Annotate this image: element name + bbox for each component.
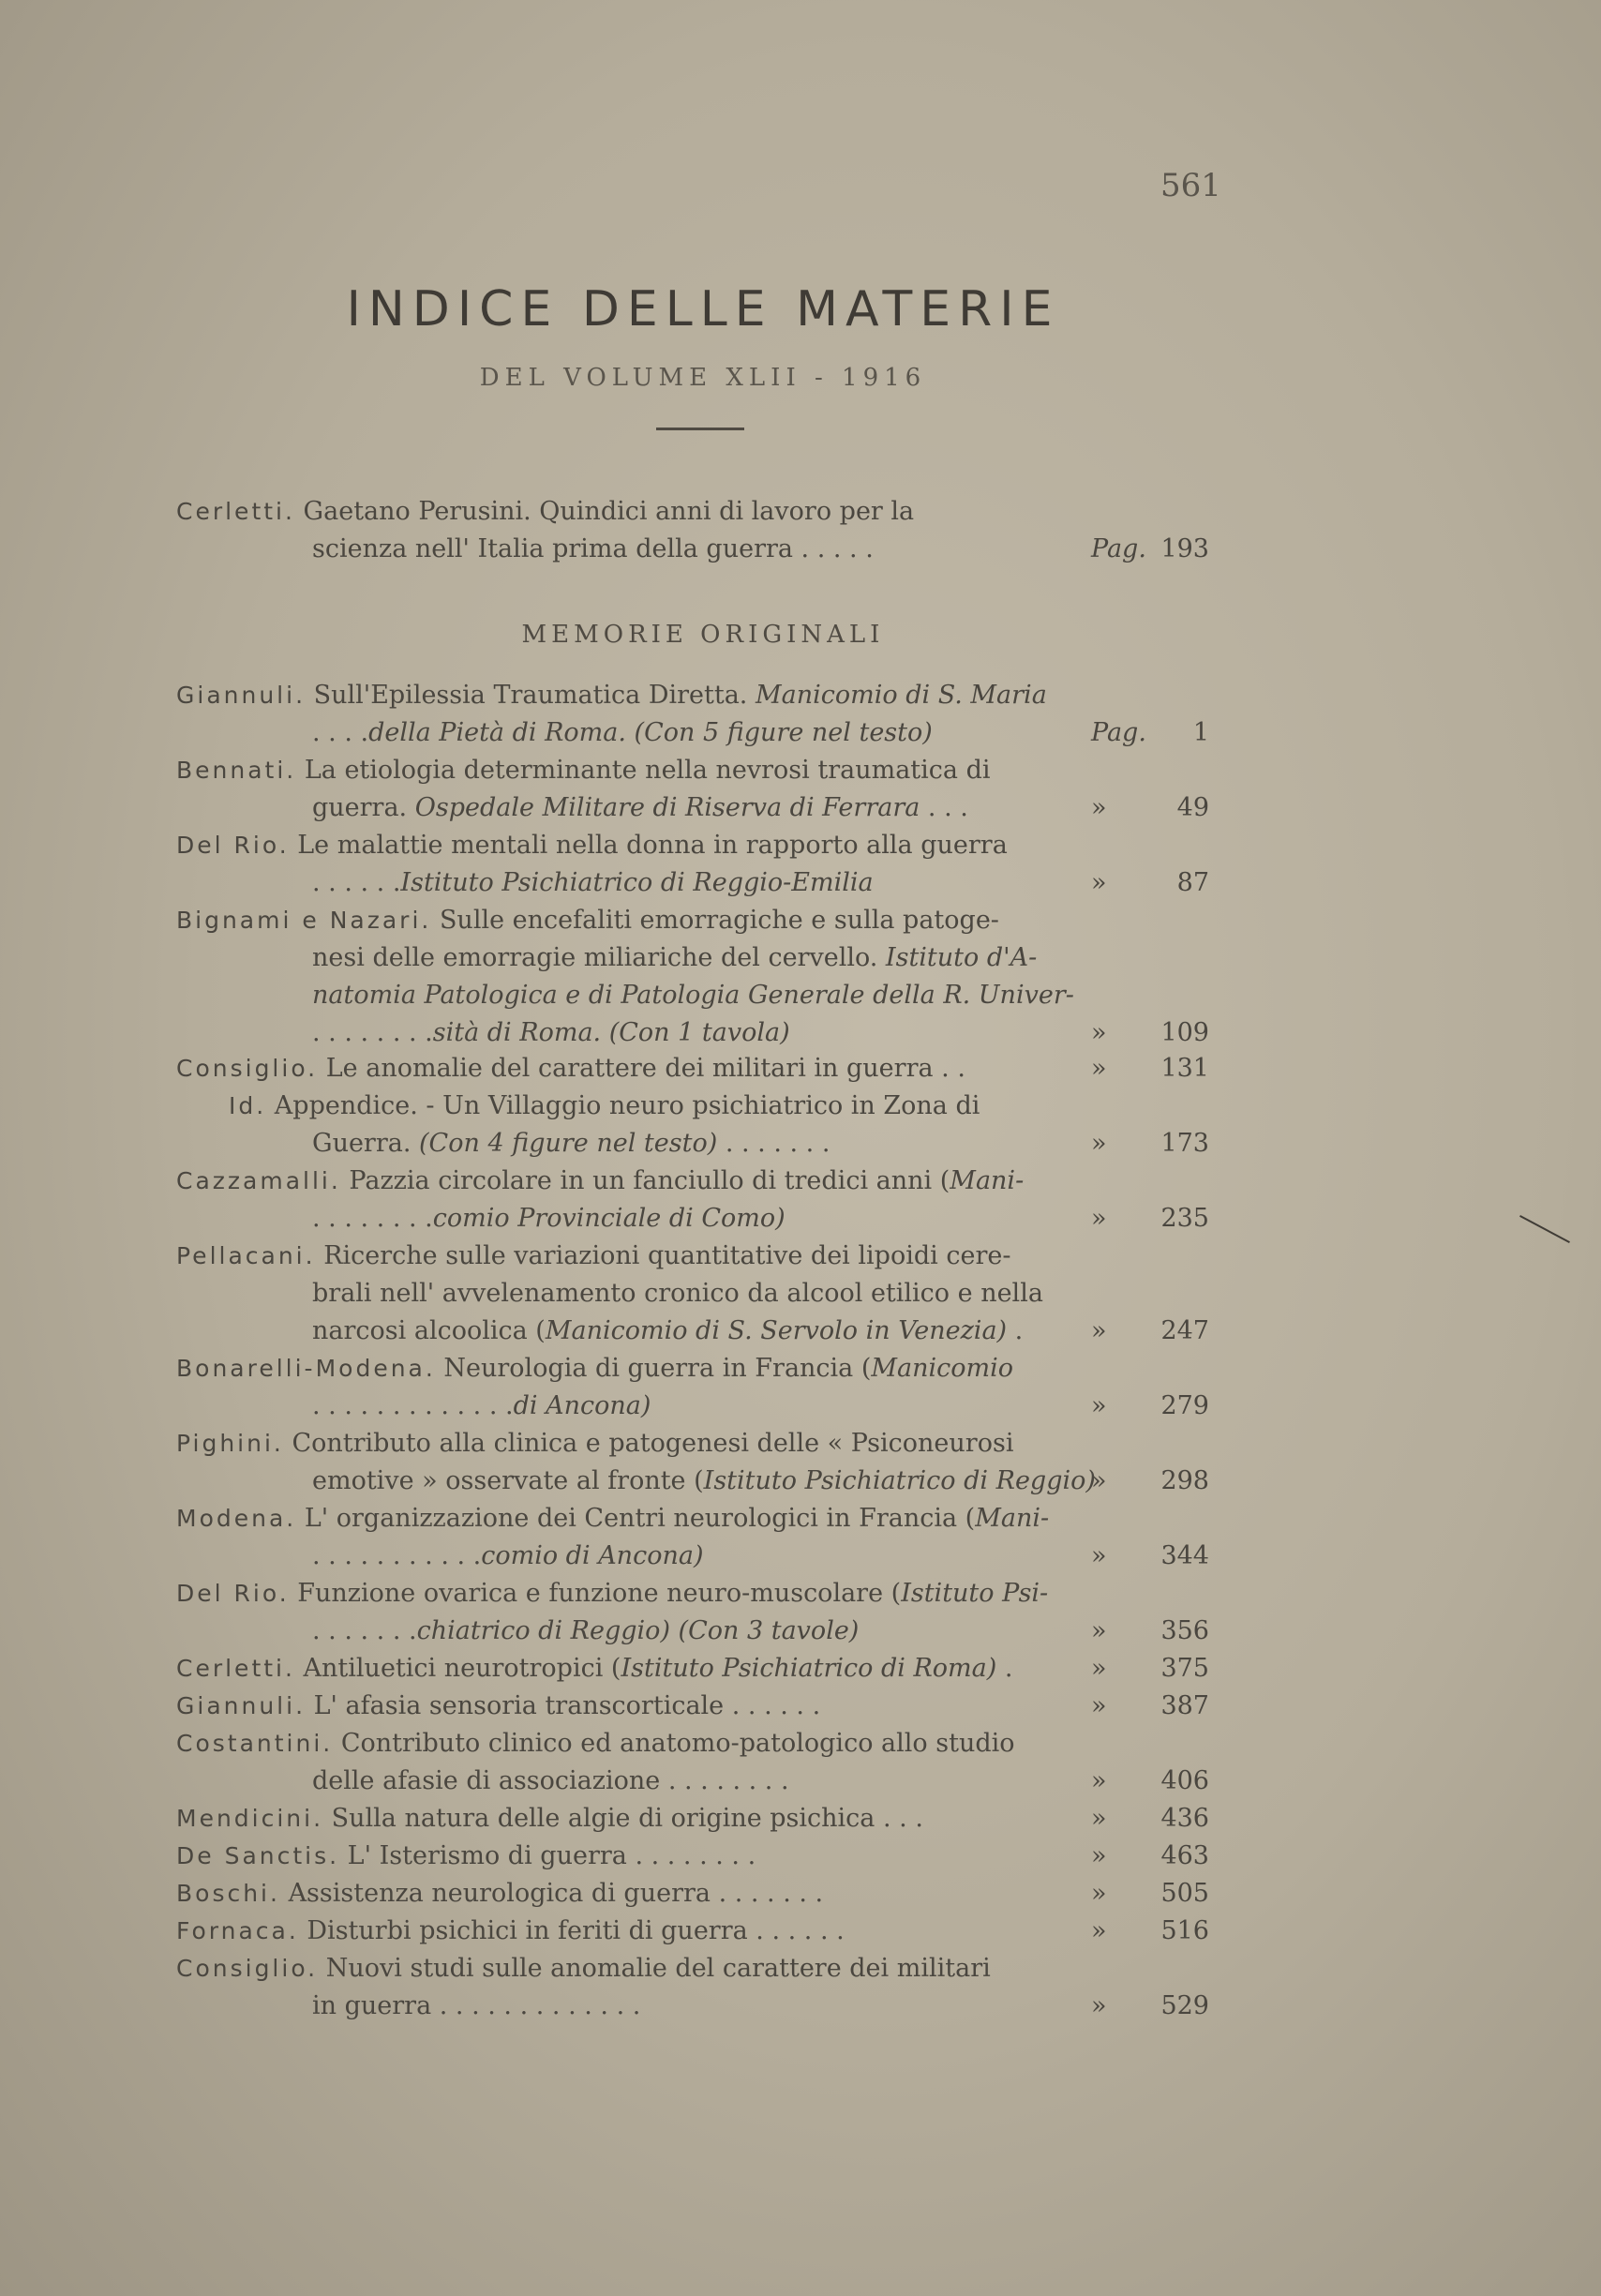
entry-author: Del Rio.: [176, 1580, 290, 1607]
entry: [176, 827, 1209, 902]
page-value: 109: [1160, 1018, 1209, 1047]
entry-title: L' afasia sensoria transcorticale . . . . . .: [313, 1691, 821, 1720]
entry-author: Consiglio.: [176, 1955, 319, 1982]
entry: [176, 1950, 1209, 2025]
entry-title: guerra.: [312, 793, 408, 822]
page-mark: »: [1091, 1804, 1107, 1833]
entry: [176, 1725, 1209, 1800]
entry-institution: natomia Patologica e di Patologia Generale della R. Univer-: [312, 981, 1074, 1010]
entry-page-ref: [1059, 1200, 1209, 1238]
entry-line: [176, 1313, 1209, 1350]
page-value: 247: [1160, 1316, 1209, 1345]
entry-author: Cerletti.: [176, 498, 295, 525]
entry-page-ref: [1059, 864, 1209, 902]
entry-line: [176, 1388, 1209, 1425]
entry-line: [176, 1875, 1209, 1913]
page-mark: »: [1091, 1766, 1107, 1795]
entry-title: Ricerche sulle variazioni quantitative dei lipoidi cere-: [323, 1241, 1011, 1270]
entry-institution: Istituto Psichiatrico di Reggio): [703, 1466, 1096, 1495]
page-mark: Pag.: [1091, 534, 1146, 563]
entry-line: [176, 1800, 1209, 1838]
entry-line: [176, 714, 1209, 752]
entry-title: L' organizzazione dei Centri neurologici in Francia (: [304, 1504, 976, 1533]
entry-line: [176, 789, 1209, 827]
entry: [176, 902, 1209, 1052]
entry: [176, 1425, 1209, 1500]
entry-title: . . . . . . .: [717, 1129, 830, 1158]
entry-title: Contributo alla clinica e patogenesi delle « Psiconeurosi: [292, 1429, 1014, 1458]
entry-page-ref: [1059, 1538, 1209, 1575]
page-mark: »: [1091, 1691, 1107, 1720]
entry-line: [176, 493, 1209, 531]
entry-line: [176, 827, 1209, 864]
page-mark: »: [1091, 1916, 1107, 1945]
entry-line: [176, 1913, 1209, 1950]
entry-author: Id.: [229, 1092, 267, 1119]
page-mark: »: [1091, 1541, 1107, 1570]
entry-line: [176, 1425, 1209, 1463]
entry-institution: (Con 4 figure nel testo): [411, 1129, 718, 1158]
entry-line: [176, 977, 1209, 1014]
entry-page-ref: [1059, 1463, 1209, 1500]
entry: [176, 1088, 1209, 1163]
entry-title: L' Isterismo di guerra . . . . . . . .: [347, 1841, 756, 1870]
page-mark: »: [1091, 793, 1107, 822]
entry-author: Cazzamalli.: [176, 1167, 341, 1194]
entry: [176, 1500, 1209, 1575]
page-subtitle: DEL VOLUME XLII - 1916: [479, 364, 927, 392]
entry-title: narcosi alcoolica (: [312, 1316, 546, 1345]
entry-title: Le anomalie del carattere dei militari in guerra . .: [325, 1054, 965, 1083]
entry-line: [176, 1538, 1209, 1575]
page-value: 49: [1176, 793, 1209, 822]
entry-line: [176, 1088, 1209, 1125]
page-mark: »: [1091, 1466, 1107, 1495]
page-value: 87: [1176, 868, 1209, 897]
entry-author: Cerletti.: [176, 1655, 295, 1682]
entry-page-ref: [1059, 1913, 1209, 1950]
entry-line: [176, 902, 1209, 939]
entry-title: Pazzia circolare in un fanciullo di tredici anni (: [349, 1166, 950, 1195]
section-heading: MEMORIE ORIGINALI: [521, 621, 885, 649]
entry-title: La etiologia determinante nella nevrosi traumatica di: [304, 756, 991, 785]
entry-title: Sull'Epilessia Traumatica Diretta.: [313, 681, 748, 710]
entry-title: Appendice. - Un Villaggio neuro psichiatrico in Zona di: [274, 1091, 980, 1120]
entry-page-ref: [1059, 714, 1209, 752]
entry-page-ref: [1059, 789, 1209, 827]
entry: [176, 1800, 1209, 1838]
entry-institution: chiatrico di Reggio) (Con 3 tavole): [416, 1616, 860, 1645]
entry-institution: comio Provinciale di Como): [432, 1204, 786, 1233]
page-mark: »: [1091, 1129, 1107, 1158]
entry-author: Del Rio.: [176, 832, 290, 859]
entry-institution: Mani-: [950, 1166, 1025, 1195]
entry-line: [176, 1950, 1209, 1988]
entry: [176, 1238, 1209, 1350]
entry-line: [176, 677, 1209, 714]
entry-line: [176, 939, 1209, 977]
entry-line: [176, 864, 1209, 902]
entry-title: Guerra.: [312, 1129, 411, 1158]
entry: [176, 1050, 1209, 1088]
entry-institution: Istituto Psi-: [901, 1579, 1049, 1608]
entry-title: . . . .: [312, 718, 369, 747]
page-mark: »: [1091, 1018, 1107, 1047]
page-mark: »: [1091, 1841, 1107, 1870]
page-value: 356: [1160, 1616, 1209, 1645]
entry-title: Sulla natura delle algie di origine psichica . . .: [331, 1804, 923, 1833]
entry-title: . . . . . . . .: [312, 1018, 433, 1047]
entry: [176, 1650, 1209, 1688]
entry-title: in guerra . . . . . . . . . . . . .: [312, 1991, 641, 2020]
entry: [176, 1350, 1209, 1425]
entry-institution: Mani-: [975, 1504, 1050, 1533]
entry-title: emotive » osservate al fronte (: [312, 1466, 704, 1495]
entry-page-ref: [1059, 1875, 1209, 1913]
entry-author: Bonarelli-Modena.: [176, 1355, 436, 1382]
entry-page-ref: [1059, 1988, 1209, 2025]
entry-line: [176, 1725, 1209, 1763]
page-value: 436: [1160, 1804, 1209, 1833]
entry-line: [176, 1200, 1209, 1238]
entry-title: Neurologia di guerra in Francia (: [443, 1354, 872, 1383]
entry-author: Consiglio.: [176, 1055, 319, 1082]
entry-institution: Istituto Psichiatrico di Reggio-Emilia: [400, 868, 874, 897]
page-number: 561: [1160, 167, 1221, 204]
page-mark: »: [1091, 868, 1107, 897]
page-value: 463: [1160, 1841, 1209, 1870]
entry: [176, 752, 1209, 827]
entry-institution: Ospedale Militare di Riserva di Ferrara: [407, 793, 920, 822]
entry-line: [176, 1238, 1209, 1275]
page-value: 298: [1160, 1466, 1209, 1495]
page-value: 505: [1160, 1879, 1209, 1908]
entry-institution: sità di Roma. (Con 1 tavola): [432, 1018, 790, 1047]
entry-line: [176, 1163, 1209, 1200]
page-value: 131: [1160, 1054, 1209, 1083]
entry-title: nesi delle emorragie miliariche del cervello.: [312, 943, 878, 972]
entry-author: Mendicini.: [176, 1805, 324, 1832]
entry-page-ref: [1059, 1125, 1209, 1163]
entry-line: [176, 1500, 1209, 1538]
entry-title: Nuovi studi sulle anomalie del carattere dei militari: [325, 1954, 991, 1983]
entry: [176, 1838, 1209, 1875]
page-mark: »: [1091, 1054, 1107, 1083]
page-mark: Pag.: [1091, 718, 1146, 747]
entry-line: [176, 531, 1209, 568]
entry-title: delle afasie di associazione . . . . . . . .: [312, 1766, 789, 1795]
entry-page-ref: [1059, 1014, 1209, 1052]
entry-author: Giannuli.: [176, 682, 307, 709]
entry-title: . . .: [920, 793, 968, 822]
page-value: 235: [1160, 1204, 1209, 1233]
page-mark: »: [1091, 1616, 1107, 1645]
entry-line: [176, 1838, 1209, 1875]
entry: [176, 1875, 1209, 1913]
entry-institution: Istituto d'A-: [877, 943, 1038, 972]
entry-line: [176, 1463, 1209, 1500]
entry-page-ref: [1059, 1388, 1209, 1425]
entry-page-ref: [1059, 1313, 1209, 1350]
entry-page-ref: [1059, 1763, 1209, 1800]
entry-title: . . . . . . . . . . . . .: [312, 1391, 514, 1420]
entry-line: [176, 752, 1209, 789]
entry: [176, 677, 1209, 752]
page-mark: »: [1091, 1654, 1107, 1683]
page-value: 516: [1160, 1916, 1209, 1945]
entry-line: [176, 1988, 1209, 2025]
entry-title: Le malattie mentali nella donna in rapporto alla guerra: [297, 831, 1008, 860]
entry-line: [176, 1575, 1209, 1613]
page-value: 387: [1160, 1691, 1209, 1720]
page-value: 279: [1160, 1391, 1209, 1420]
page-mark: »: [1091, 1879, 1107, 1908]
entry-institution: di Ancona): [513, 1391, 651, 1420]
entry-title: brali nell' avvelenamento cronico da alcool etilico e nella: [312, 1279, 1043, 1308]
page-value: 1: [1192, 718, 1209, 747]
entry-page-ref: [1059, 1800, 1209, 1838]
entry-title: .: [1007, 1316, 1024, 1345]
entry: [176, 1688, 1209, 1725]
entry-line: [176, 1050, 1209, 1088]
entry-line: [176, 1613, 1209, 1650]
entry-author: Pellacani.: [176, 1242, 316, 1269]
entry-page-ref: [1059, 531, 1209, 568]
entry-title: Funzione ovarica e funzione neuro-muscolare (: [297, 1579, 902, 1608]
page-mark: »: [1091, 1316, 1107, 1345]
entry-author: Bignami e Nazari.: [176, 907, 432, 934]
entry-institution: della Pietà di Roma. (Con 5 figure nel testo): [368, 718, 933, 747]
entry-line: [176, 1763, 1209, 1800]
entry-title: Assistenza neurologica di guerra . . . . . . .: [288, 1879, 824, 1908]
intro-entry: [176, 493, 1209, 568]
entry-author: Fornaca.: [176, 1917, 299, 1944]
page-value: 375: [1160, 1654, 1209, 1683]
page-mark: »: [1091, 1391, 1107, 1420]
entry-line: [176, 1275, 1209, 1313]
entry-title: Contributo clinico ed anatomo-patologico allo studio: [340, 1729, 1015, 1758]
entry-line: [176, 1014, 1209, 1052]
page-value: 173: [1160, 1129, 1209, 1158]
entry-institution: Manicomio: [871, 1354, 1014, 1383]
entry-author: Pighini.: [176, 1430, 284, 1457]
entry: [176, 1163, 1209, 1238]
entry-title: . . . . . .: [312, 868, 401, 897]
entry-title: Sulle encefaliti emorragiche e sulla patoge-: [439, 906, 999, 935]
entry-author: Bennati.: [176, 757, 297, 784]
entry-author: Costantini.: [176, 1730, 334, 1757]
entry: [176, 1575, 1209, 1650]
page-value: 344: [1160, 1541, 1209, 1570]
entry: [176, 1913, 1209, 1950]
entry-page-ref: [1059, 1838, 1209, 1875]
entry-author: Modena.: [176, 1505, 297, 1532]
entry-institution: comio di Ancona): [481, 1541, 704, 1570]
entry-page-ref: [1059, 1613, 1209, 1650]
entry-title: Antiluetici neurotropici (: [303, 1654, 621, 1683]
entry-title: . . . . . . . . . . .: [312, 1541, 482, 1570]
entry-line: [176, 1125, 1209, 1163]
entry-title: Gaetano Perusini. Quindici anni di lavoro per la: [303, 497, 915, 526]
entry-author: De Sanctis.: [176, 1842, 340, 1869]
entry-title: . . . . . . . .: [312, 1204, 433, 1233]
entry-line: [176, 1650, 1209, 1688]
entry-page-ref: [1059, 1688, 1209, 1725]
entry-institution: Istituto Psichiatrico di Roma): [621, 1654, 997, 1683]
entry-page-ref: [1059, 1650, 1209, 1688]
entry-title-cont: scienza nell' Italia prima della guerra . . . . .: [312, 534, 874, 563]
title-divider: [656, 428, 744, 430]
entry-title: .: [996, 1654, 1013, 1683]
entry-institution: Manicomio di S. Servolo in Venezia): [545, 1316, 1008, 1345]
entry-page-ref: [1059, 1050, 1209, 1088]
page-value: 406: [1160, 1766, 1209, 1795]
page-value: 529: [1160, 1991, 1209, 2020]
page-value: 193: [1160, 534, 1209, 563]
entry-line: [176, 1350, 1209, 1388]
entry-institution: Manicomio di S. Maria: [747, 681, 1047, 710]
entry-title: . . . . . . .: [312, 1616, 417, 1645]
entry-author: Boschi.: [176, 1880, 280, 1907]
page-mark: »: [1091, 1991, 1107, 2020]
page-mark: »: [1091, 1204, 1107, 1233]
entry-title: Disturbi psichici in feriti di guerra . . . . . .: [307, 1916, 845, 1945]
page-title: INDICE DELLE MATERIE: [346, 281, 1060, 338]
entry-author: Giannuli.: [176, 1692, 307, 1719]
entry-line: [176, 1688, 1209, 1725]
